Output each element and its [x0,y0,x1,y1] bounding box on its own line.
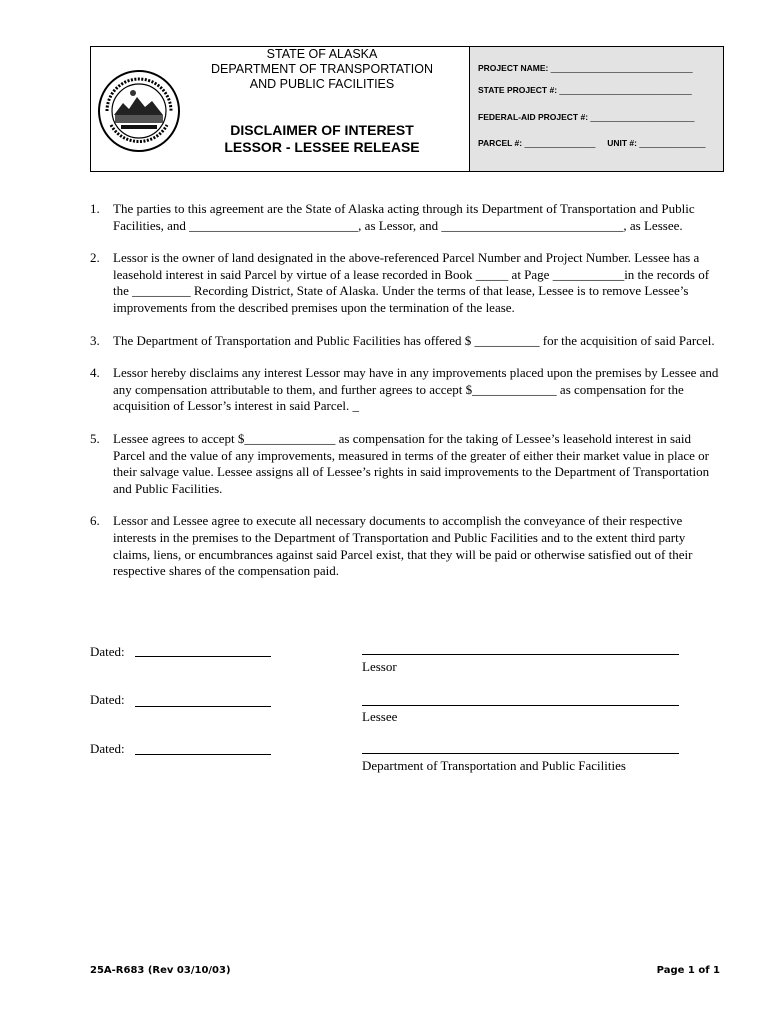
clause-6 [90,513,724,579]
federal-aid-row [478,112,694,122]
date-field-department[interactable] [135,754,271,755]
lessee-caption: Lessee [362,709,398,724]
clause-2 [90,250,724,316]
federal-aid-field[interactable]: ______________________ [590,112,695,122]
header-box [90,46,724,172]
project-name-row [478,63,693,73]
clause-text: Lessor and Lessee agree to execute all necessary documents to accomplish the conveyance of their respective interests in the premises to the Department of Transportation and Public Facilities and to the extent third party claims, liens, or encumbrances against said Parcel exist, that they will be paid or otherwise satisfied out of their respective shares of the compensation paid. [113,513,693,579]
state-project-label: STATE PROJECT #: [478,85,558,95]
clause-text: The parties to this agreement are the State of Alaska acting through its Department of Transportation and Public Facilities, and __________________________, as Lessor, and ____________________________, as Lessee. [113,201,695,233]
unit-field[interactable]: ______________ [639,138,706,148]
clause-4 [90,365,724,415]
clause-number: 5. [90,430,100,446]
lessor-caption: Lessor [362,659,397,674]
clause-text: Lessor is the owner of land designated in the above-referenced Parcel Number and Project Number. Lessee has a leasehold interest in said Parcel by virtue of a lease recorded in Book _____ at Page ___________in the records of the _________ Recording District, State of Alaska. Under the terms of that lease, Lessee is to remove Lessee’s improvements from the described premises upon the termination of the lease. [113,250,710,315]
clause-number: 2. [90,250,100,266]
title-line-1: DISCLAIMER OF INTEREST [230,122,414,138]
project-info-panel [469,47,723,171]
agency-line-1: STATE OF ALASKA [266,47,378,61]
clause-number: 3. [90,332,100,348]
state-seal-icon [97,69,181,153]
state-project-row [478,85,692,95]
clause-text: Lessor hereby disclaims any interest Lessor may have in any improvements placed upon the premises by Lessee and any compensation attributable to them, and further agrees to accept $_____________ as compensation for the acquisition of Lessor’s interest in said Parcel. _ [113,365,719,414]
page-indicator: Page 1 of 1 [656,965,720,976]
dated-label-lessor: Dated: [90,644,125,659]
date-field-lessee[interactable] [135,706,271,707]
agency-name [191,47,453,92]
clause-1 [90,201,724,234]
signature-line-lessee[interactable] [362,705,679,706]
clause-number: 1. [90,201,100,216]
parcel-row [478,138,706,148]
project-name-field[interactable]: ______________________________ [550,63,693,73]
document-title [191,122,453,156]
clause-5 [90,431,724,497]
dated-label-lessee: Dated: [90,692,125,707]
date-field-lessor[interactable] [135,656,271,657]
signature-line-department[interactable] [362,753,679,754]
signature-line-lessor[interactable] [362,654,679,655]
parcel-label: PARCEL #: [478,138,523,148]
clause-number: 4. [90,365,100,381]
clause-3 [90,333,724,350]
clauses-list [90,201,724,596]
clause-text: Lessee agrees to accept $______________ as compensation for the taking of Lessee’s leasehold interest in said Parcel and the value of any improvements, measured in terms of the greater of either their market value in place or their salvage value. Lessee assigns all of Lessee’s rights in said improvements to the Department of Transportation and Public Facilities. [113,430,710,496]
project-name-label: PROJECT NAME: [478,63,549,73]
agency-line-2: DEPARTMENT OF TRANSPORTATION [210,62,433,76]
parcel-field[interactable]: _______________ [524,138,596,148]
clause-number: 6. [90,513,100,529]
agency-line-3: AND PUBLIC FACILITIES [249,77,395,91]
title-line-2: LESSOR - LESSEE RELEASE [224,139,420,155]
unit-label: UNIT #: [607,138,637,148]
clause-text: The Department of Transportation and Public Facilities has offered $ __________ for the acquisition of said Parcel. [113,332,715,348]
dated-label-department: Dated: [90,741,125,756]
department-caption: Department of Transportation and Public Facilities [362,758,626,773]
form-number: 25A-R683 (Rev 03/10/03) [90,965,231,976]
state-project-field[interactable]: ____________________________ [559,85,692,95]
federal-aid-label: FEDERAL-AID PROJECT #: [478,112,589,122]
